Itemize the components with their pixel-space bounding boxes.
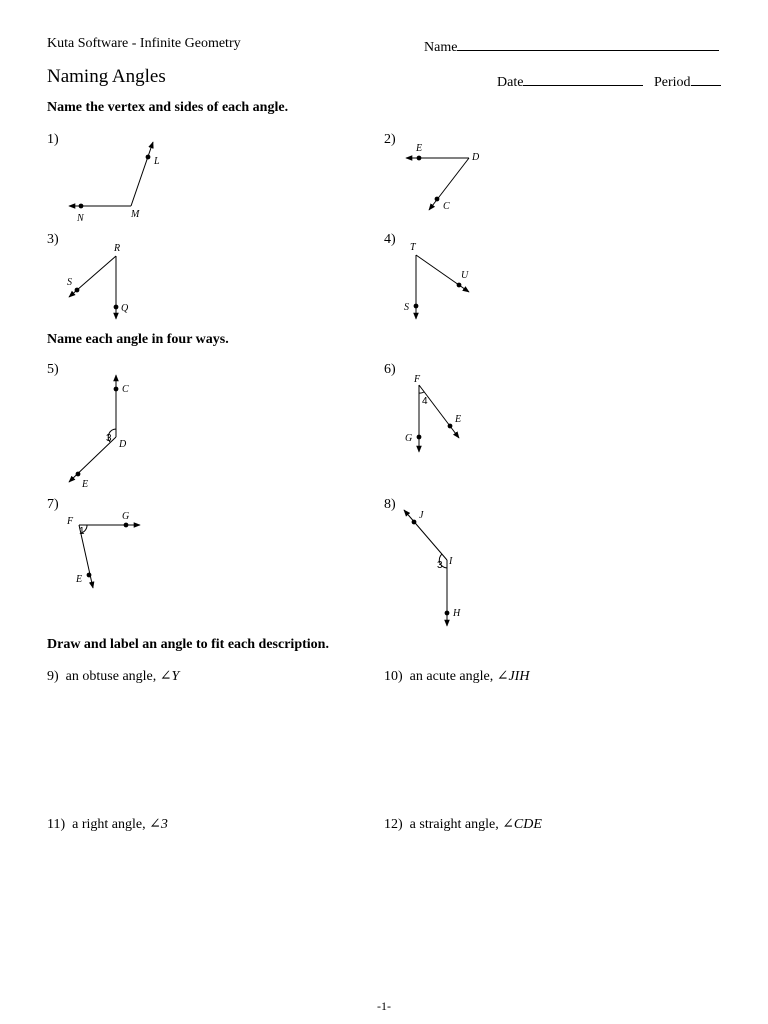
problem-1-number: 1): [47, 132, 59, 147]
p3-label-r: R: [114, 243, 121, 254]
problem-10-angle: ∠JIH: [496, 669, 530, 684]
p2-label-e: E: [416, 143, 423, 154]
p7-angle-number: 1: [79, 526, 85, 537]
date-label: Date: [497, 75, 524, 90]
page-number: -1-: [377, 999, 391, 1013]
problem-10-number: 10): [384, 669, 403, 684]
p6-label-f: F: [414, 374, 421, 385]
problem-12: [384, 816, 542, 833]
publisher-text: Kuta Software - Infinite Geometry: [47, 36, 241, 51]
p4-label-t: T: [410, 242, 416, 253]
p1-label-n: N: [77, 213, 84, 224]
p6-label-e: E: [455, 414, 462, 425]
p8-label-h: H: [453, 608, 461, 619]
problem-10-text: an acute angle,: [409, 669, 497, 684]
p5-label-e: E: [82, 479, 89, 490]
problem-12-text: a straight angle,: [409, 817, 503, 832]
problem-8-number: 8): [384, 497, 396, 512]
problem-11: [47, 816, 168, 833]
problem-9: [47, 668, 179, 685]
p3-label-q: Q: [121, 303, 129, 314]
p5-label-d: D: [119, 439, 127, 450]
period-label: Period: [654, 75, 691, 90]
p8-label-i: I: [449, 556, 453, 567]
p1-label-m: M: [131, 209, 140, 220]
section-instruction-3: Draw and label an angle to fit each description.: [47, 637, 329, 652]
section-instruction-2: Name each angle in four ways.: [47, 332, 229, 347]
p2-label-c: C: [443, 201, 450, 212]
problem-11-number: 11): [47, 817, 66, 832]
p6-ray-fe: [419, 385, 462, 438]
problem-6-number: 6): [384, 362, 396, 377]
name-label: Name: [424, 40, 458, 55]
problem-11-angle: ∠3: [149, 817, 168, 832]
p4-label-s: S: [404, 302, 409, 313]
problem-9-text: an obtuse angle,: [65, 669, 160, 684]
p6-arc: [419, 392, 424, 393]
p2-label-d: D: [472, 152, 480, 163]
problem-2-number: 2): [384, 132, 396, 147]
p3-label-s: S: [67, 277, 72, 288]
problem-9-angle: ∠Y: [159, 669, 180, 684]
problem-9-number: 9): [47, 669, 59, 684]
problem-12-angle: ∠CDE: [502, 817, 542, 832]
problem-11-text: a right angle,: [72, 817, 150, 832]
p5-label-c: C: [122, 384, 129, 395]
problem-5-number: 5): [47, 362, 59, 377]
problem-10: [384, 668, 529, 685]
problem-3-number: 3): [47, 232, 59, 247]
p1-ray-ml: [131, 142, 153, 206]
page-title: Naming Angles: [47, 66, 166, 87]
p6-angle-number: 4: [422, 396, 428, 407]
p7-label-g: G: [122, 511, 130, 522]
p5-angle-number: 3: [106, 433, 112, 444]
p8-angle-number: 3: [437, 560, 443, 571]
problem-4-number: 4): [384, 232, 396, 247]
p7-label-f: F: [67, 516, 74, 527]
p4-label-u: U: [461, 270, 469, 281]
p8-label-j: J: [419, 510, 424, 521]
section-instruction-1: Name the vertex and sides of each angle.: [47, 100, 289, 115]
p1-label-l: L: [154, 156, 160, 167]
p7-label-e: E: [76, 574, 83, 585]
problem-12-number: 12): [384, 817, 403, 832]
problem-7-number: 7): [47, 497, 59, 512]
p8-ray-ij: [404, 510, 447, 560]
p6-label-g: G: [405, 433, 413, 444]
